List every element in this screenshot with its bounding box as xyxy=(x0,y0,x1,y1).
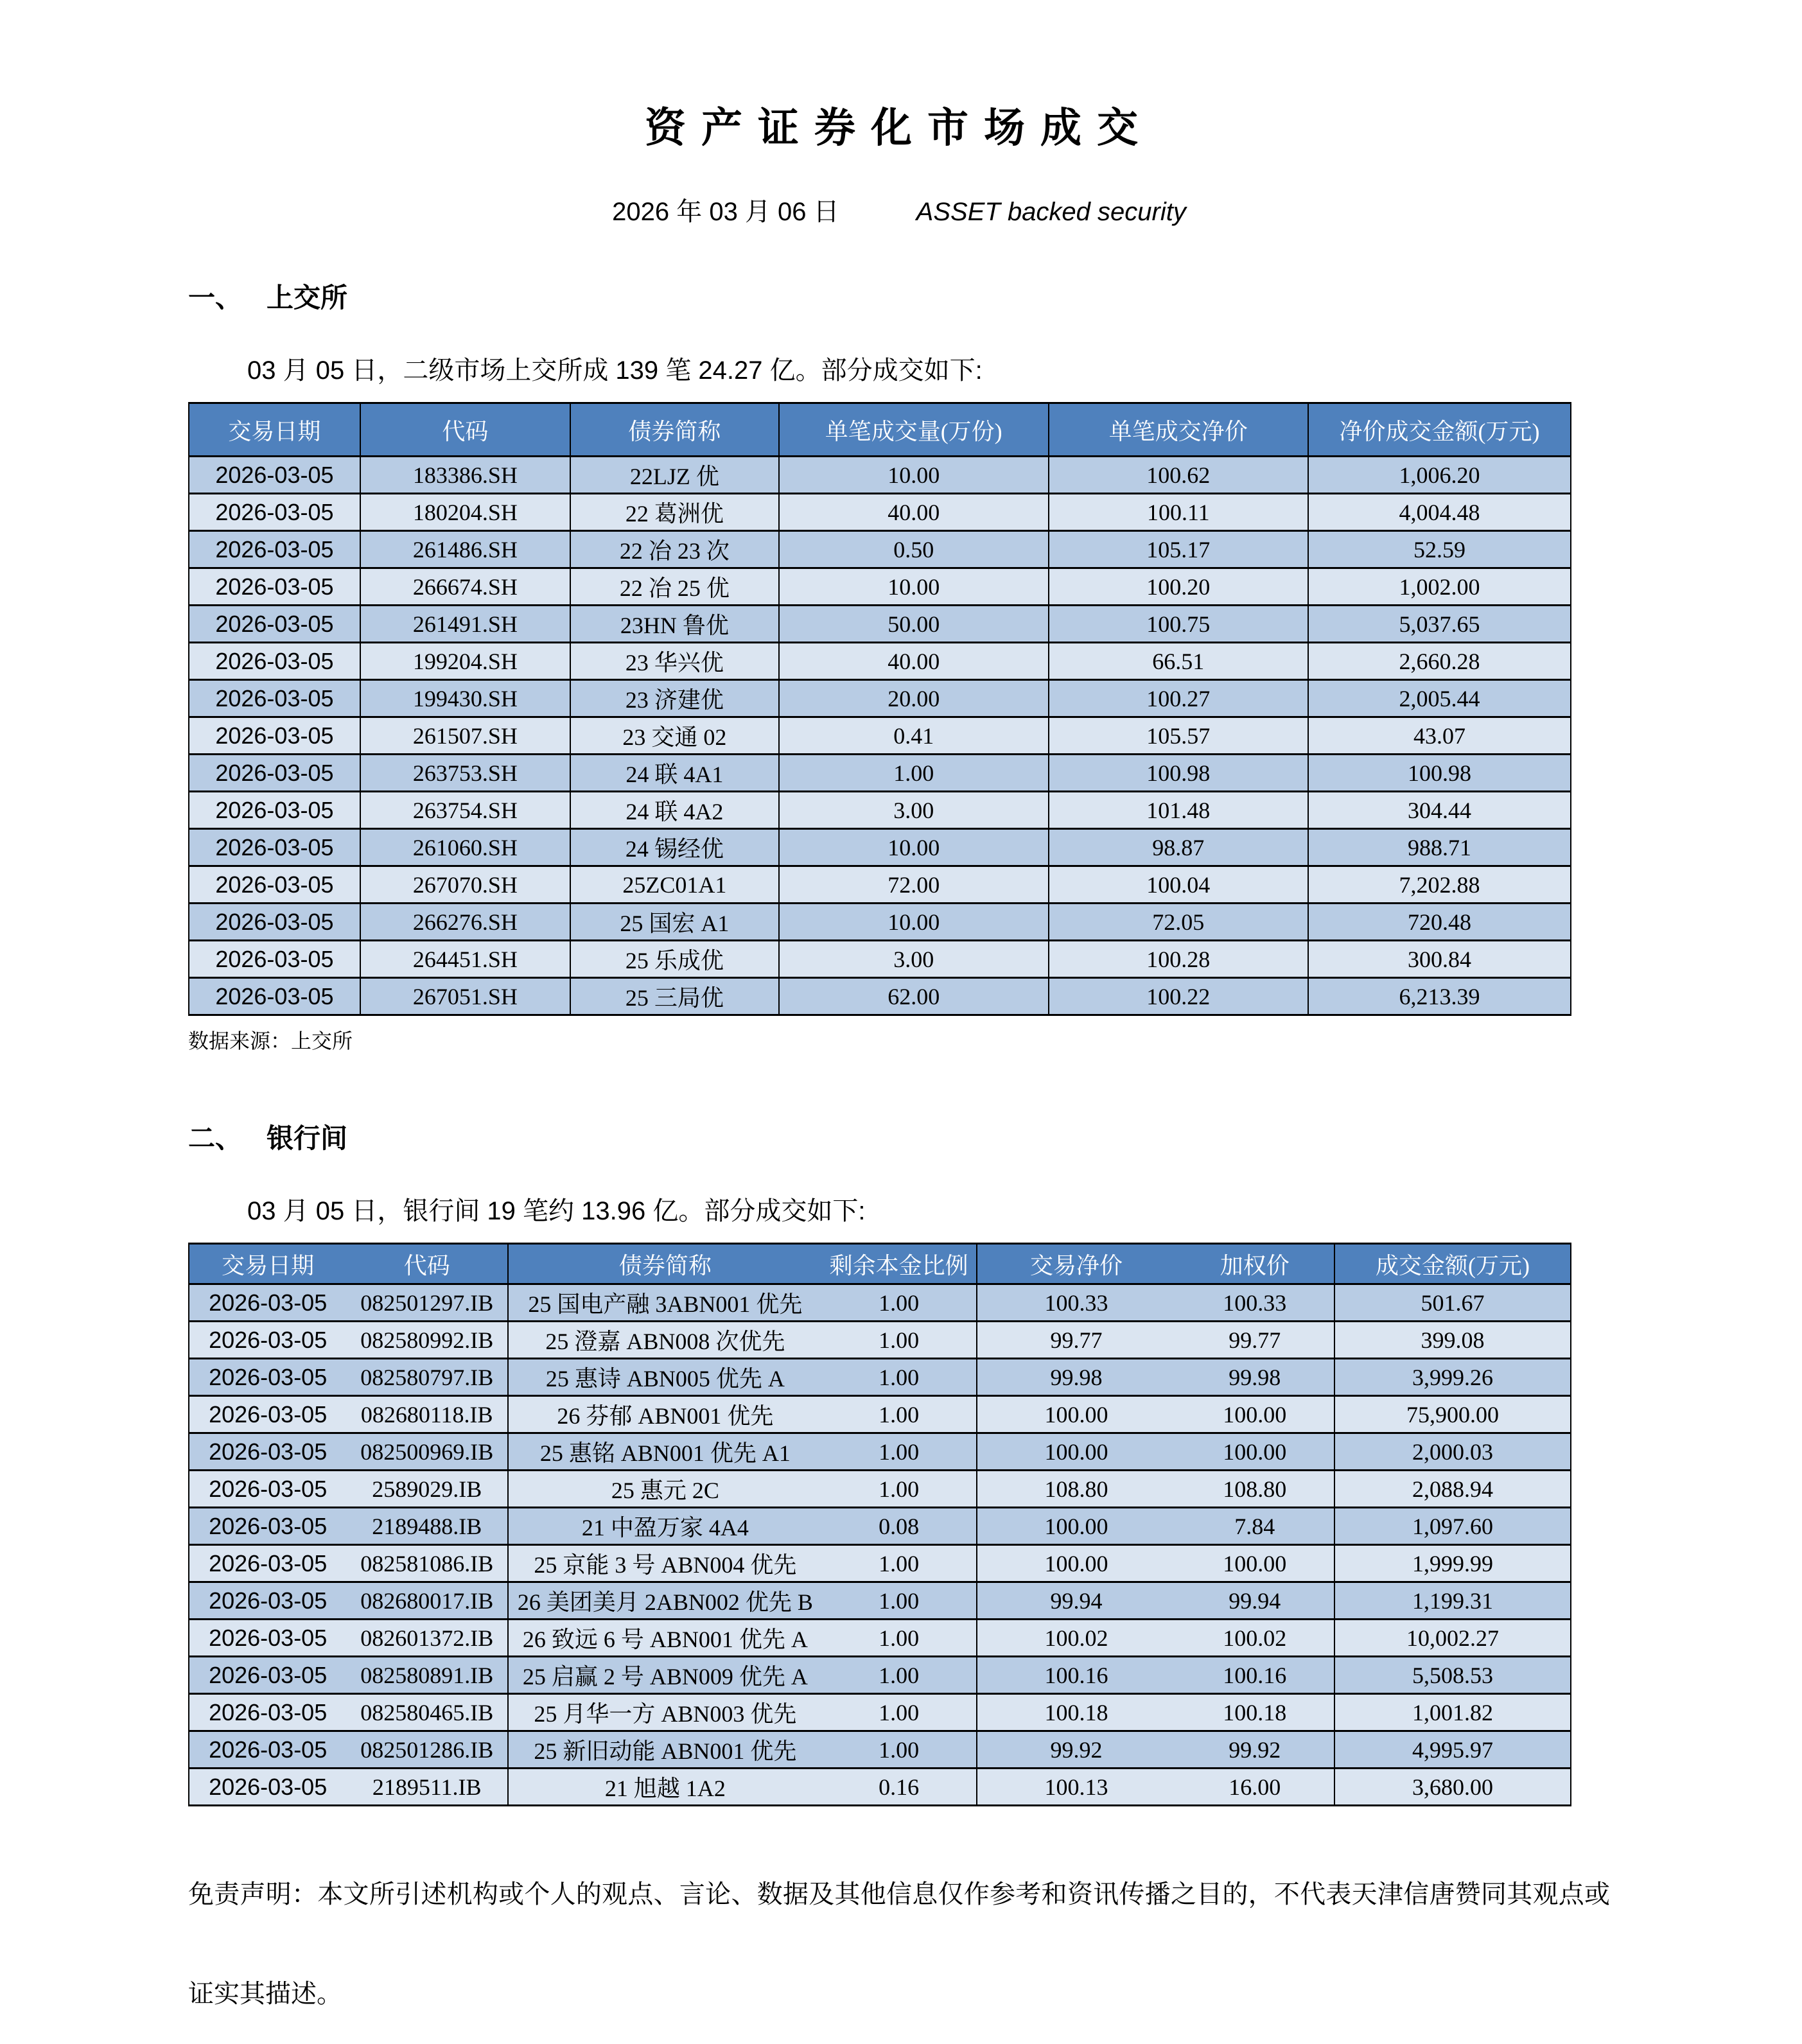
column-header: 单笔成交净价 xyxy=(1049,403,1309,457)
table-cell: 1.00 xyxy=(779,755,1049,792)
table-cell: 100.75 xyxy=(1049,606,1309,643)
table-cell: 105.17 xyxy=(1049,531,1309,568)
table-cell: 263754.SH xyxy=(360,792,570,829)
table-cell: 100.62 xyxy=(1049,457,1309,494)
table-cell: 5,508.53 xyxy=(1334,1657,1571,1694)
column-header: 加权价 xyxy=(1175,1244,1334,1284)
table-cell: 25 惠元 2C xyxy=(508,1471,822,1508)
table-cell: 2026-03-05 xyxy=(189,494,360,531)
table-cell: 98.87 xyxy=(1049,829,1309,866)
subtitle-row xyxy=(188,191,1610,228)
table-cell: 40.00 xyxy=(779,643,1049,680)
table-cell: 2026-03-05 xyxy=(189,1545,346,1582)
table-cell: 2026-03-05 xyxy=(189,717,360,755)
table-cell: 501.67 xyxy=(1334,1284,1571,1322)
table-cell: 100.11 xyxy=(1049,494,1309,531)
table-cell: 22 葛洲优 xyxy=(570,494,779,531)
table-row xyxy=(189,1471,1571,1508)
table-cell: 2026-03-05 xyxy=(189,1359,346,1396)
table-cell: 52.59 xyxy=(1308,531,1571,568)
table-cell: 183386.SH xyxy=(360,457,570,494)
table-cell: 266674.SH xyxy=(360,568,570,606)
table-cell: 23 华兴优 xyxy=(570,643,779,680)
table-cell: 10.00 xyxy=(779,829,1049,866)
table-cell: 99.77 xyxy=(1175,1322,1334,1359)
table-cell: 2026-03-05 xyxy=(189,1657,346,1694)
table-cell: 10.00 xyxy=(779,568,1049,606)
table-cell: 0.50 xyxy=(779,531,1049,568)
table-cell: 24 联 4A1 xyxy=(570,755,779,792)
table-cell: 24 联 4A2 xyxy=(570,792,779,829)
subtitle-english: ASSET backed security xyxy=(916,198,1186,226)
table-row xyxy=(189,680,1571,717)
table-cell: 22 冶 25 优 xyxy=(570,568,779,606)
table-cell: 100.00 xyxy=(1175,1433,1334,1471)
table-cell: 082580465.IB xyxy=(346,1694,508,1731)
table-cell: 2,000.03 xyxy=(1334,1433,1571,1471)
table-cell: 21 中盈万家 4A4 xyxy=(508,1508,822,1545)
table-cell: 2189511.IB xyxy=(346,1769,508,1806)
table-row xyxy=(189,1433,1571,1471)
column-header: 单笔成交量(万份) xyxy=(779,403,1049,457)
table-cell: 99.94 xyxy=(977,1582,1176,1620)
table-cell: 082580797.IB xyxy=(346,1359,508,1396)
table-cell: 23 交通 02 xyxy=(570,717,779,755)
table-row xyxy=(189,792,1571,829)
table-cell: 1,199.31 xyxy=(1334,1582,1571,1620)
table-cell: 1,097.60 xyxy=(1334,1508,1571,1545)
column-header: 交易净价 xyxy=(977,1244,1176,1284)
table-cell: 1.00 xyxy=(822,1545,977,1582)
table-cell: 108.80 xyxy=(977,1471,1176,1508)
table-cell: 100.18 xyxy=(977,1694,1176,1731)
column-header: 净价成交金额(万元) xyxy=(1308,403,1571,457)
table-cell: 2026-03-05 xyxy=(189,1396,346,1433)
table-row xyxy=(189,1545,1571,1582)
table-cell: 99.92 xyxy=(977,1731,1176,1769)
table-cell: 2026-03-05 xyxy=(189,1694,346,1731)
table-row xyxy=(189,494,1571,531)
table-row xyxy=(189,717,1571,755)
table-cell: 25 国电产融 3ABN001 优先 xyxy=(508,1284,822,1322)
table-cell: 43.07 xyxy=(1308,717,1571,755)
table-cell: 99.94 xyxy=(1175,1582,1334,1620)
table-header-row xyxy=(189,403,1571,457)
table-cell: 1.00 xyxy=(822,1582,977,1620)
table-row xyxy=(189,1322,1571,1359)
table-cell: 1.00 xyxy=(822,1620,977,1657)
table-row xyxy=(189,829,1571,866)
table-row xyxy=(189,755,1571,792)
table-cell: 1.00 xyxy=(822,1731,977,1769)
table-cell: 199430.SH xyxy=(360,680,570,717)
table-cell: 1.00 xyxy=(822,1396,977,1433)
table-cell: 2026-03-05 xyxy=(189,1731,346,1769)
section-title: 上交所 xyxy=(267,283,348,313)
table-cell: 266276.SH xyxy=(360,904,570,941)
table-cell: 0.41 xyxy=(779,717,1049,755)
table-cell: 1.00 xyxy=(822,1657,977,1694)
table-row xyxy=(189,1284,1571,1322)
section-intro-interbank: 03 月 05 日，银行间 19 笔约 13.96 亿。部分成交如下: xyxy=(247,1197,866,1225)
table-cell: 10.00 xyxy=(779,904,1049,941)
table-cell: 100.13 xyxy=(977,1769,1176,1806)
table-cell: 2026-03-05 xyxy=(189,1582,346,1620)
table-row xyxy=(189,568,1571,606)
table-cell: 99.98 xyxy=(977,1359,1176,1396)
table-cell: 2026-03-05 xyxy=(189,1508,346,1545)
table-cell: 100.18 xyxy=(1175,1694,1334,1731)
table-cell: 25 启赢 2 号 ABN009 优先 A xyxy=(508,1657,822,1694)
table-cell: 101.48 xyxy=(1049,792,1309,829)
table-cell: 2026-03-05 xyxy=(189,1620,346,1657)
table-cell: 100.98 xyxy=(1049,755,1309,792)
table-cell: 25 惠铭 ABN001 优先 A1 xyxy=(508,1433,822,1471)
table-cell: 2026-03-05 xyxy=(189,829,360,866)
table-row xyxy=(189,643,1571,680)
table-row xyxy=(189,1396,1571,1433)
table-cell: 180204.SH xyxy=(360,494,570,531)
table-cell: 267051.SH xyxy=(360,978,570,1015)
table-cell: 100.16 xyxy=(1175,1657,1334,1694)
table-cell: 99.98 xyxy=(1175,1359,1334,1396)
table-cell: 2026-03-05 xyxy=(189,568,360,606)
table-cell: 2026-03-05 xyxy=(189,643,360,680)
column-header: 剩余本金比例 xyxy=(822,1244,977,1284)
table-cell: 1.00 xyxy=(822,1284,977,1322)
interbank-trades-table xyxy=(188,1243,1571,1806)
table-cell: 25 澄嘉 ABN008 次优先 xyxy=(508,1322,822,1359)
table-cell: 26 芬郁 ABN001 优先 xyxy=(508,1396,822,1433)
table-row xyxy=(189,866,1571,904)
data-source-note: 数据来源：上交所 xyxy=(188,1029,353,1053)
table-cell: 264451.SH xyxy=(360,941,570,978)
table-cell: 082680118.IB xyxy=(346,1396,508,1433)
table-row xyxy=(189,1657,1571,1694)
table-cell: 100.16 xyxy=(977,1657,1176,1694)
table-cell: 2026-03-05 xyxy=(189,978,360,1015)
table-cell: 100.22 xyxy=(1049,978,1309,1015)
page-title: 资产证券化市场成交 xyxy=(645,105,1153,151)
table-cell: 100.02 xyxy=(1175,1620,1334,1657)
table-cell: 2,660.28 xyxy=(1308,643,1571,680)
table-cell: 100.20 xyxy=(1049,568,1309,606)
table-cell: 399.08 xyxy=(1334,1322,1571,1359)
table-cell: 1.00 xyxy=(822,1433,977,1471)
table-cell: 6,213.39 xyxy=(1308,978,1571,1015)
table-cell: 10.00 xyxy=(779,457,1049,494)
table-cell: 2026-03-05 xyxy=(189,866,360,904)
table-cell: 100.33 xyxy=(977,1284,1176,1322)
table-cell: 100.00 xyxy=(1175,1396,1334,1433)
table-cell: 2026-03-05 xyxy=(189,531,360,568)
table-cell: 100.00 xyxy=(977,1396,1176,1433)
table-cell: 2026-03-05 xyxy=(189,1433,346,1471)
table-cell: 261060.SH xyxy=(360,829,570,866)
table-cell: 082580891.IB xyxy=(346,1657,508,1694)
table-cell: 25ZC01A1 xyxy=(570,866,779,904)
column-header: 代码 xyxy=(346,1244,508,1284)
table-cell: 100.28 xyxy=(1049,941,1309,978)
table-cell: 100.00 xyxy=(977,1508,1176,1545)
table-cell: 75,900.00 xyxy=(1334,1396,1571,1433)
table-cell: 2026-03-05 xyxy=(189,1284,346,1322)
table-cell: 100.27 xyxy=(1049,680,1309,717)
table-cell: 108.80 xyxy=(1175,1471,1334,1508)
table-cell: 082501297.IB xyxy=(346,1284,508,1322)
table-cell: 2026-03-05 xyxy=(189,457,360,494)
table-cell: 22LJZ 优 xyxy=(570,457,779,494)
table-cell: 105.57 xyxy=(1049,717,1309,755)
table-cell: 4,004.48 xyxy=(1308,494,1571,531)
table-cell: 7,202.88 xyxy=(1308,866,1571,904)
table-cell: 16.00 xyxy=(1175,1769,1334,1806)
table-cell: 261486.SH xyxy=(360,531,570,568)
table-cell: 2026-03-05 xyxy=(189,1769,346,1806)
table-cell: 3.00 xyxy=(779,792,1049,829)
section-number: 一、 xyxy=(188,283,243,313)
table-cell: 1,002.00 xyxy=(1308,568,1571,606)
column-header: 交易日期 xyxy=(189,403,360,457)
table-cell: 082500969.IB xyxy=(346,1433,508,1471)
table-row xyxy=(189,606,1571,643)
table-cell: 72.00 xyxy=(779,866,1049,904)
table-cell: 26 美团美月 2ABN002 优先 B xyxy=(508,1582,822,1620)
table-cell: 25 三局优 xyxy=(570,978,779,1015)
column-header: 债券简称 xyxy=(508,1244,822,1284)
table-cell: 2026-03-05 xyxy=(189,941,360,978)
column-header: 债券简称 xyxy=(570,403,779,457)
table-cell: 25 月华一方 ABN003 优先 xyxy=(508,1694,822,1731)
table-cell: 1,006.20 xyxy=(1308,457,1571,494)
table-cell: 24 锡经优 xyxy=(570,829,779,866)
table-cell: 720.48 xyxy=(1308,904,1571,941)
table-cell: 100.00 xyxy=(1175,1545,1334,1582)
table-cell: 1,001.82 xyxy=(1334,1694,1571,1731)
table-cell: 261507.SH xyxy=(360,717,570,755)
table-cell: 2026-03-05 xyxy=(189,904,360,941)
table-cell: 5,037.65 xyxy=(1308,606,1571,643)
table-cell: 082680017.IB xyxy=(346,1582,508,1620)
table-cell: 2189488.IB xyxy=(346,1508,508,1545)
table-cell: 2026-03-05 xyxy=(189,1322,346,1359)
table-cell: 3,999.26 xyxy=(1334,1359,1571,1396)
table-cell: 25 京能 3 号 ABN004 优先 xyxy=(508,1545,822,1582)
table-row xyxy=(189,1769,1571,1806)
table-cell: 4,995.97 xyxy=(1334,1731,1571,1769)
table-header-row xyxy=(189,1244,1571,1284)
table-cell: 304.44 xyxy=(1308,792,1571,829)
table-row xyxy=(189,941,1571,978)
table-cell: 988.71 xyxy=(1308,829,1571,866)
table-cell: 1.00 xyxy=(822,1359,977,1396)
table-cell: 300.84 xyxy=(1308,941,1571,978)
table-cell: 1.00 xyxy=(822,1471,977,1508)
table-cell: 082580992.IB xyxy=(346,1322,508,1359)
table-cell: 99.77 xyxy=(977,1322,1176,1359)
table-cell: 261491.SH xyxy=(360,606,570,643)
table-row xyxy=(189,904,1571,941)
table-row xyxy=(189,978,1571,1015)
table-cell: 50.00 xyxy=(779,606,1049,643)
table-cell: 082601372.IB xyxy=(346,1620,508,1657)
sse-trades-table xyxy=(188,402,1571,1016)
table-cell: 26 致远 6 号 ABN001 优先 A xyxy=(508,1620,822,1657)
table-cell: 100.04 xyxy=(1049,866,1309,904)
section-intro-sse: 03 月 05 日，二级市场上交所成 139 笔 24.27 亿。部分成交如下: xyxy=(247,356,983,385)
table-cell: 0.16 xyxy=(822,1769,977,1806)
column-header: 代码 xyxy=(360,403,570,457)
table-cell: 2026-03-05 xyxy=(189,755,360,792)
table-cell: 1.00 xyxy=(822,1322,977,1359)
table-cell: 25 惠诗 ABN005 优先 A xyxy=(508,1359,822,1396)
table-cell: 20.00 xyxy=(779,680,1049,717)
table-row xyxy=(189,531,1571,568)
table-cell: 2026-03-05 xyxy=(189,792,360,829)
table-cell: 1,999.99 xyxy=(1334,1545,1571,1582)
section-heading-interbank xyxy=(188,1117,1610,1156)
table-row xyxy=(189,1731,1571,1769)
table-cell: 2026-03-05 xyxy=(189,1471,346,1508)
report-date: 2026 年 03 月 06 日 xyxy=(612,198,839,226)
table-cell: 2,088.94 xyxy=(1334,1471,1571,1508)
table-row xyxy=(189,457,1571,494)
table-cell: 66.51 xyxy=(1049,643,1309,680)
table-cell: 2026-03-05 xyxy=(189,680,360,717)
table-cell: 2026-03-05 xyxy=(189,606,360,643)
table-cell: 22 冶 23 次 xyxy=(570,531,779,568)
table-cell: 99.92 xyxy=(1175,1731,1334,1769)
table-cell: 3.00 xyxy=(779,941,1049,978)
table-cell: 7.84 xyxy=(1175,1508,1334,1545)
table-row xyxy=(189,1620,1571,1657)
table-cell: 1.00 xyxy=(822,1694,977,1731)
table-cell: 100.00 xyxy=(977,1433,1176,1471)
disclaimer-text: 免责声明：本文所引述机构或个人的观点、言论、数据及其他信息仅作参考和资讯传播之目的，不代表天津信唐赞同其观点或证实其描述。 xyxy=(188,1880,1610,2008)
table-cell: 082581086.IB xyxy=(346,1545,508,1582)
table-cell: 2589029.IB xyxy=(346,1471,508,1508)
table-row xyxy=(189,1694,1571,1731)
table-cell: 25 新旧动能 ABN001 优先 xyxy=(508,1731,822,1769)
table-cell: 25 国宏 A1 xyxy=(570,904,779,941)
table-cell: 2,005.44 xyxy=(1308,680,1571,717)
table-cell: 10,002.27 xyxy=(1334,1620,1571,1657)
table-row xyxy=(189,1359,1571,1396)
table-row xyxy=(189,1508,1571,1545)
table-cell: 21 旭越 1A2 xyxy=(508,1769,822,1806)
table-cell: 100.33 xyxy=(1175,1284,1334,1322)
table-cell: 0.08 xyxy=(822,1508,977,1545)
table-cell: 100.98 xyxy=(1308,755,1571,792)
table-cell: 72.05 xyxy=(1049,904,1309,941)
table-cell: 263753.SH xyxy=(360,755,570,792)
table-cell: 267070.SH xyxy=(360,866,570,904)
table-cell: 100.00 xyxy=(977,1545,1176,1582)
column-header: 成交金额(万元) xyxy=(1334,1244,1571,1284)
table-cell: 40.00 xyxy=(779,494,1049,531)
table-cell: 100.02 xyxy=(977,1620,1176,1657)
column-header: 交易日期 xyxy=(189,1244,346,1284)
section-number: 二、 xyxy=(188,1123,243,1153)
table-cell: 082501286.IB xyxy=(346,1731,508,1769)
table-cell: 3,680.00 xyxy=(1334,1769,1571,1806)
section-title: 银行间 xyxy=(267,1123,348,1153)
table-row xyxy=(189,1582,1571,1620)
table-cell: 23HN 鲁优 xyxy=(570,606,779,643)
table-cell: 62.00 xyxy=(779,978,1049,1015)
table-cell: 23 济建优 xyxy=(570,680,779,717)
section-heading-sse xyxy=(188,277,1610,315)
table-cell: 199204.SH xyxy=(360,643,570,680)
table-cell: 25 乐成优 xyxy=(570,941,779,978)
